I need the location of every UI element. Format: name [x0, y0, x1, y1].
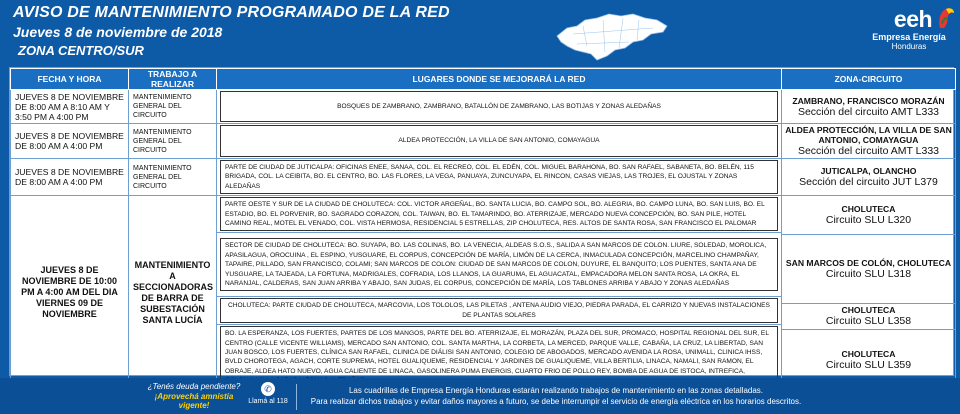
footer [0, 378, 960, 414]
parrot-icon [934, 6, 956, 30]
cell-fecha: JUEVES 8 DE NOVIEMBRE DE 8:00 AM A 4:00 PM [11, 124, 129, 159]
lugares-item [217, 297, 781, 325]
lugares-item [217, 196, 781, 233]
cell-lugares-group [217, 196, 782, 390]
zona-circuit: Circuito SLU L318 [825, 267, 912, 280]
zona-name: CHOLUTECA [841, 349, 896, 359]
logo-line2: Honduras [891, 42, 927, 51]
header [0, 0, 960, 64]
col-header-lugares: LUGARES DONDE SE MEJORARÁ LA RED [217, 69, 782, 90]
lugares-text: PARTE OESTE Y SUR DE LA CIUDAD DE CHOLUTECA: COL. VICTOR ARGEÑAL, BO. SANTA LUCIA, BO. CAMPO SOL, BO. ALEGRIA, BO. CAMPO LUNA, BO. SAN LUIS, BO. EL ESTADIO, BO. EL PORVENIR, BO. SAGRADO CORAZON, COL. TAIWAN, BO. EL TAMARINDO, BO. ATERRIZAJE, MERCADO NUEVA CONCEPCIÓN, BO. SAN PILE, HOTEL CAMINO REAL, MOTEL EL VENADO, COL. VISTA HERMOSA, RESIDENCIAL 5 ESTRELLAS, ZIP CHOLUTECA, RES. ALTOS DE SANTA ROSA, SAN FRANCISCO EL PALOMAR [220, 197, 778, 231]
debt-question: ¿Tenés deuda pendiente? [147, 382, 241, 391]
lugares-text: PARTE DE CIUDAD DE JUTICALPA: OFICINAS ENEE, SANAA, COL. EL RECREO, COL. EL EDÉN, COL. MIGUEL BARAHONA, BO. SAN RAFAEL, SABANETA, BO. BELÉN, 115 BRIGADA, COL. LA CEIBITA, BO. EL CENTRO, BO. LAS FLORES, LA VEGA, PANUAYA, ZUNCUYAPA, EL RINCON, CASAS VIEJAS, LAS TROJES, EL OJUSTAL Y ZONAS ALEDAÑAS [220, 160, 778, 194]
lugares-item [217, 233, 781, 297]
zona-circuit: Sección del circuito JUT L379 [799, 176, 938, 189]
zona-circuit: Sección del circuito AMT L333 [797, 105, 940, 118]
zona-item [782, 303, 955, 330]
phone-icon: ✆ [261, 382, 275, 396]
cell-fecha: JUEVES 8 DE NOVIEMBRE DE 8:00 AM A 4:00 PM [11, 159, 129, 196]
page-date: Jueves 8 de noviembre de 2018 [13, 24, 223, 40]
cell-zona-group [782, 196, 956, 390]
cell-zona [782, 159, 956, 196]
col-header-fecha: FECHA Y HORA [11, 69, 129, 90]
table-header-row [11, 69, 956, 90]
cell-fecha: JUEVES 8 DE NOVIEMBRE DE 8:00 AM A 8:10 AM Y 3:50 PM A 4:00 PM [11, 90, 129, 124]
table-row [11, 124, 956, 159]
cell-trabajo: MANTENIMIENTO GENERAL DEL CIRCUITO [129, 90, 217, 124]
lugares-text: BO. LA ESPERANZA, LOS FUERTES, PARTES DE LOS MANGOS, PARTE DEL BO. ATERRIZAJE, EL MORAZÁN, PLAZA DEL SUR, PROMACO, HOSPITAL REGIONAL DEL SUR, EL CENTRO (CALLE VICENTE WILLIAMS), MERCADO SAN ANTONIO, COL. SANTA MARTHA, LA CORBETA, LA MERCED, PARQUE VALLE, CABAÑA, LA CRUZ, LA LIBERTAD, SAN JUAN BOSCO, LOS FUERTES, CLÍNICA SAN RAFAEL, CLINICA DE DIÁLISI SAN ANTONIO, COLEGIO DE ABOGADOS, MERCADO AVENIDA LA ROSA, UNIMALL, CLINICA IHSS, BVLD CHOROTEGA, AGACH, CORTE SUPREMA, HOTEL GUALIQUEME, RESIDENCIAL Y JARDINES DE GUALIQUEME, VILLA BERTILIA, LINACA, NAMALI, SAN RAMON, EL OBRAJE, ALDEA HATO NUEVO, AGUA CALIENTE DE LINACA, GASOLINERA PUMA ENERGIS, CUARTO FRIO DE POLLO REY, BOMBA DE AGUA DE ISTOCA, INTREFICA, [220, 326, 778, 388]
zona-name: JUTICALPA, OLANCHO [820, 166, 917, 177]
cell-lugares [217, 90, 782, 124]
logo-line1: Empresa Energía [872, 32, 946, 42]
zone-title: ZONA CENTRO/SUR [18, 43, 144, 58]
zona-item [782, 235, 955, 303]
notice-line-1: Las cuadrillas de Empresa Energía Honduras estarán realizando trabajos de mantenimiento en las zonas detalladas. [348, 386, 764, 395]
zona-name: ALDEA PROTECCIÓN, LA VILLA DE SAN ANTONIO, COMAYAGUA [785, 125, 952, 145]
cell-trabajo: MANTENIMIENTO A SECCIONADORAS DE BARRA DE SUBESTACIÓN SANTA LUCÍA [129, 196, 217, 390]
logo-mark: eeh [893, 6, 933, 32]
table-row [11, 90, 956, 124]
phone-label: Llamá al 118 [248, 398, 288, 405]
phone-contact[interactable] [247, 382, 289, 405]
table-row-santa-lucia [11, 196, 956, 390]
cell-lugares [217, 124, 782, 159]
zona-name: SAN MARCOS DE COLÓN, CHOLUTECA [785, 257, 952, 268]
cell-zona [782, 124, 956, 159]
footer-divider [296, 384, 297, 410]
cell-fecha: JUEVES 8 DE NOVIEMBRE DE 10:00 PM A 4:00 AM DEL DIA VIERNES 09 DE NOVIEMBRE [11, 196, 129, 390]
notice-line-2: Para realizar dichos trabajos y evitar daños mayores a futuro, se debe interrumpir el servicio de energía eléctrica en los horarios descritos. [310, 397, 802, 406]
lugares-text: CHOLUTECA: PARTE CIUDAD DE CHOLUTECA, MARCOVIA, LOS TOLOLOS, LAS PILETAS , ANTENA AUDIO VIEJO, PIEDRA PARADA, EL CARRIZO Y NUEVAS INSTALACIONES DE PLANTAS SOLARES [220, 298, 778, 323]
zona-circuit: Circuito SLU L358 [825, 315, 912, 328]
lugares-text: BOSQUES DE ZAMBRANO, ZAMBRANO, BATALLÓN DE ZAMBRANO, LAS BOTIJAS Y ZONAS ALEDAÑAS [220, 91, 778, 122]
col-header-trabajo: TRABAJO A REALIZAR [129, 69, 217, 90]
zona-name: CHOLUTECA [841, 305, 896, 316]
maintenance-table [9, 67, 954, 376]
zona-name: CHOLUTECA [841, 204, 896, 215]
cell-lugares [217, 159, 782, 196]
lugares-text: ALDEA PROTECCIÓN, LA VILLA DE SAN ANTONIO, COMAYAGUA [220, 125, 778, 157]
eeh-logo [862, 6, 956, 62]
page-title: AVISO DE MANTENIMIENTO PROGRAMADO DE LA RED [13, 4, 450, 21]
debt-promo[interactable] [142, 382, 246, 411]
honduras-map-icon [553, 6, 671, 64]
footer-notice [306, 385, 806, 407]
zona-circuit: Sección del circuito AMT L333 [797, 145, 940, 157]
cell-zona [782, 90, 956, 124]
cell-trabajo: MANTENIMIENTO GENERAL DEL CIRCUITO [129, 159, 217, 196]
zona-name: ZAMBRANO, FRANCISCO MORAZÁN [792, 95, 945, 106]
cell-trabajo: MANTENIMIENTO GENERAL DEL CIRCUITO [129, 124, 217, 159]
table-row [11, 159, 956, 196]
zona-circuit: Circuito SLU L359 [825, 359, 912, 371]
zona-item [782, 196, 955, 234]
col-header-zona: ZONA-CIRCUITO [782, 69, 956, 90]
zona-circuit: Circuito SLU L320 [825, 214, 912, 227]
amnesty-promo: ¡Aprovechá amnistía vigente! [154, 391, 234, 410]
lugares-text: SECTOR DE CIUDAD DE CHOLUTECA: BO. SUYAPA, BO. LAS COLINAS, BO. LA VENECIA, ALDEAS S.O.S., SALIDA A SAN MARCOS DE COLON. LIURE, SOLEDAD, MOROLICA, APASILAGUA, OROCUINA , EL ESPINO, YUSGUARE, EL CORPUS, CONCEPCIÓN DE MARÍA, LIMÓN DE LA CERCA, INMACULADA CONCEPCIÓN, MARCELINO CHAMPAÑAY, TAPAIRE, PILLADO, SAN FRANCISCO, COLAMI; SAN MARCOS DE COLON: CIUDAD DE SAN MARCOS DE COLON, DUYURE, EL BANQUITO; LOS PUENTES, SANTA ANA DE YUSGUARE, LA TAJEADA, LA FORTUNA, MADRIGALES, COFRADIA, LOS LLANOS, LA GUARUMA, EL AGUACATAL, EMPACADORA MELON SANTA ROSA, LA OKRA, EL NARANJAL, CALDERAS, SAN JUAN ARRIBA Y ABAJO, SAN JUDAS, EL CORPUS, CONCEPCIÓN DE MARÍA, LOS TABLONES ARRIBA Y ABAJO Y ZONAS ALEDAÑAS [220, 238, 778, 291]
